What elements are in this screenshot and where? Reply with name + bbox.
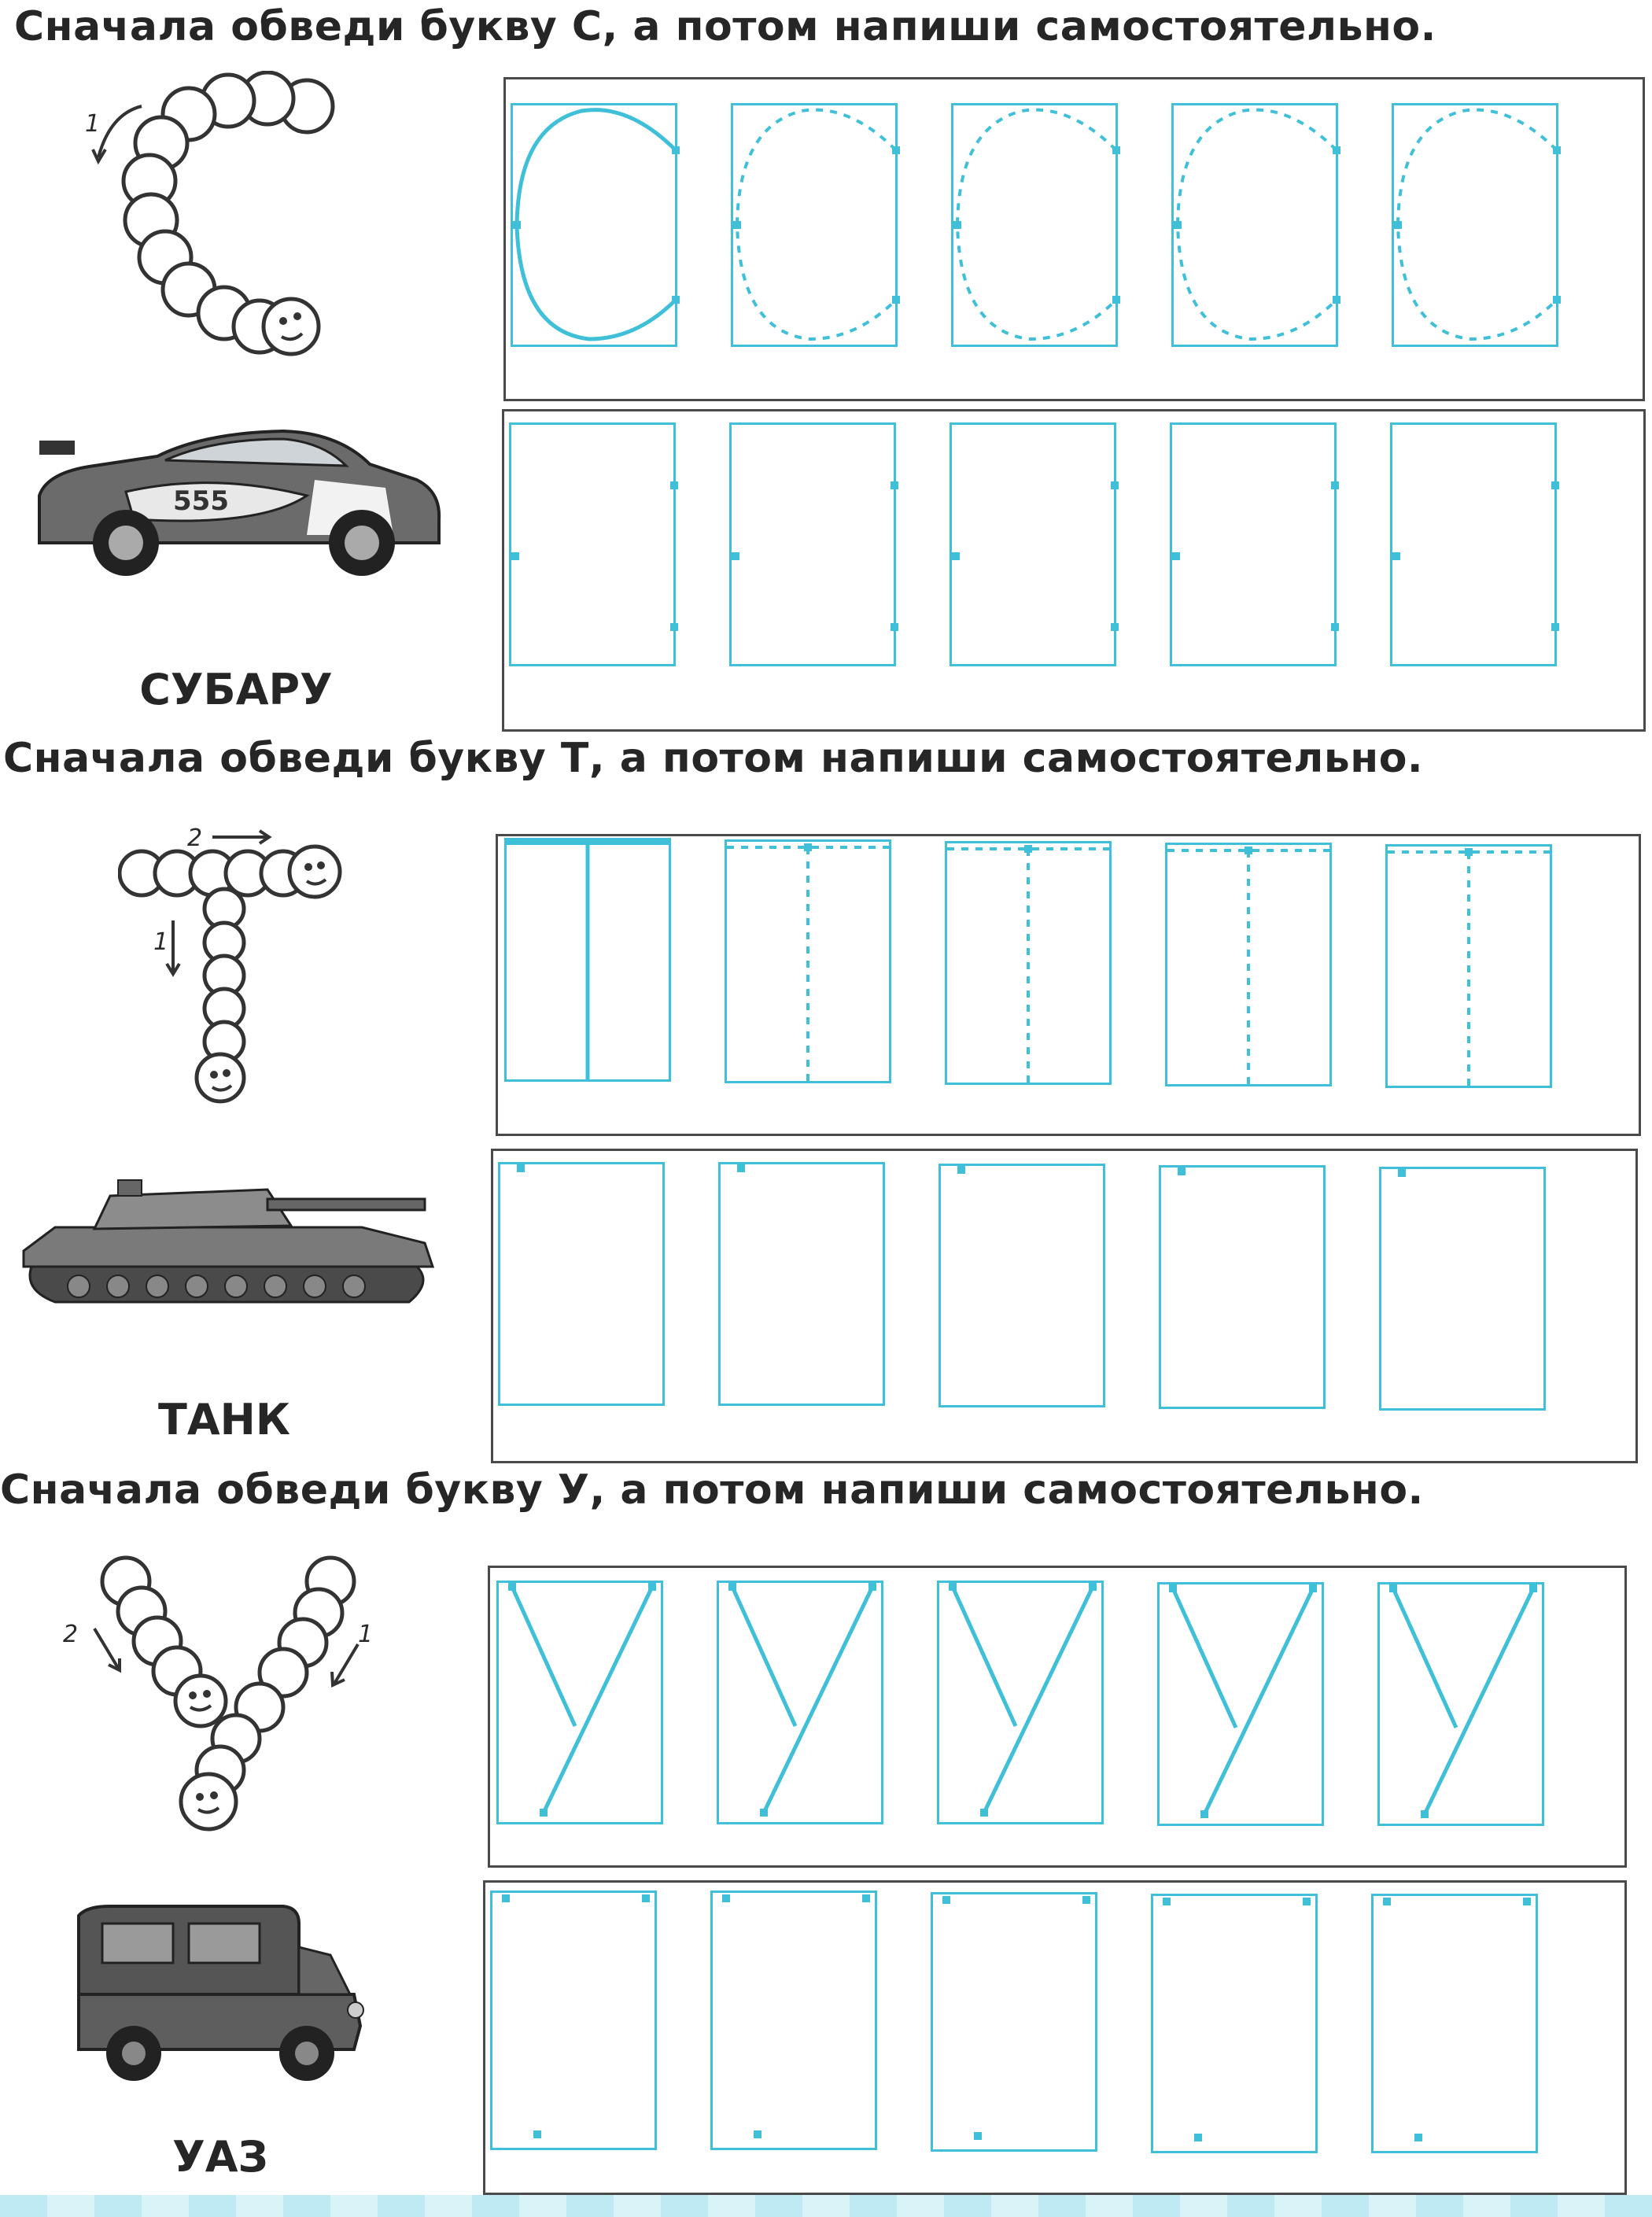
instruction-text: Сначала обведи букву Т, а потом напиши самостоятельно. xyxy=(3,735,1424,782)
practice-cell[interactable] xyxy=(1390,422,1557,666)
practice-row xyxy=(491,1149,1638,1463)
practice-cell[interactable] xyxy=(729,422,896,666)
word-label: СУБАРУ xyxy=(139,665,333,714)
practice-cell[interactable] xyxy=(1170,422,1337,666)
section-letter-s xyxy=(0,0,1652,732)
stroke-number: 1 xyxy=(85,110,101,138)
practice-cell[interactable] xyxy=(950,422,1116,666)
trace-cell-dotted[interactable] xyxy=(1165,843,1332,1086)
trace-cell-solid[interactable] xyxy=(937,1581,1104,1824)
trace-cell-solid[interactable] xyxy=(1157,1582,1324,1826)
instruction-text: Сначала обведи букву С, а потом напиши самостоятельно. xyxy=(14,3,1436,50)
practice-row xyxy=(502,409,1646,732)
practice-cell[interactable] xyxy=(490,1891,657,2150)
trace-cell-dotted[interactable] xyxy=(951,103,1118,347)
trace-cell-solid[interactable] xyxy=(496,1581,663,1824)
section-letter-t xyxy=(0,732,1652,1463)
practice-cell[interactable] xyxy=(718,1162,885,1406)
instruction-text: Сначала обведи букву У, а потом напиши самостоятельно. xyxy=(0,1466,1424,1514)
word-label: УАЗ xyxy=(172,2132,268,2182)
stroke-number: 2 xyxy=(63,1621,79,1648)
trace-cell-dotted[interactable] xyxy=(1385,844,1552,1088)
practice-cell[interactable] xyxy=(1379,1167,1546,1411)
trace-cell-solid[interactable] xyxy=(717,1581,883,1824)
trace-row xyxy=(496,834,1641,1136)
trace-cell-dotted[interactable] xyxy=(731,103,898,347)
stroke-number: 2 xyxy=(187,824,203,852)
svg-text:555: 555 xyxy=(173,485,229,517)
caterpillar-letter-t-icon xyxy=(118,826,354,1125)
practice-cell[interactable] xyxy=(498,1162,665,1406)
practice-row xyxy=(483,1880,1627,2195)
trace-cell-solid[interactable] xyxy=(511,103,677,347)
practice-cell[interactable] xyxy=(931,1892,1097,2152)
stroke-number: 1 xyxy=(358,1621,374,1648)
practice-cell[interactable] xyxy=(509,422,676,666)
trace-cell-dotted[interactable] xyxy=(1171,103,1338,347)
practice-cell[interactable] xyxy=(938,1164,1105,1407)
stroke-number: 1 xyxy=(153,928,169,956)
practice-cell[interactable] xyxy=(710,1891,877,2150)
trace-row xyxy=(503,77,1645,401)
caterpillar-letter-s-icon xyxy=(79,71,346,370)
practice-cell[interactable] xyxy=(1159,1165,1326,1409)
trace-cell-dotted[interactable] xyxy=(945,841,1112,1085)
rally-car-icon xyxy=(24,417,448,582)
caterpillar-letter-u-icon xyxy=(63,1550,378,1849)
word-label: ТАНК xyxy=(158,1395,290,1444)
trace-row xyxy=(488,1566,1627,1868)
trace-cell-dotted[interactable] xyxy=(725,839,891,1083)
trace-cell-dotted[interactable] xyxy=(1392,103,1558,347)
trace-cell-solid[interactable] xyxy=(504,838,671,1082)
suv-icon xyxy=(63,1900,370,2089)
practice-cell[interactable] xyxy=(1371,1894,1538,2153)
decorative-border xyxy=(0,2195,1652,2217)
practice-cell[interactable] xyxy=(1151,1894,1318,2153)
section-letter-u xyxy=(0,1463,1652,2195)
trace-cell-solid[interactable] xyxy=(1377,1582,1544,1826)
tank-icon xyxy=(8,1164,448,1314)
